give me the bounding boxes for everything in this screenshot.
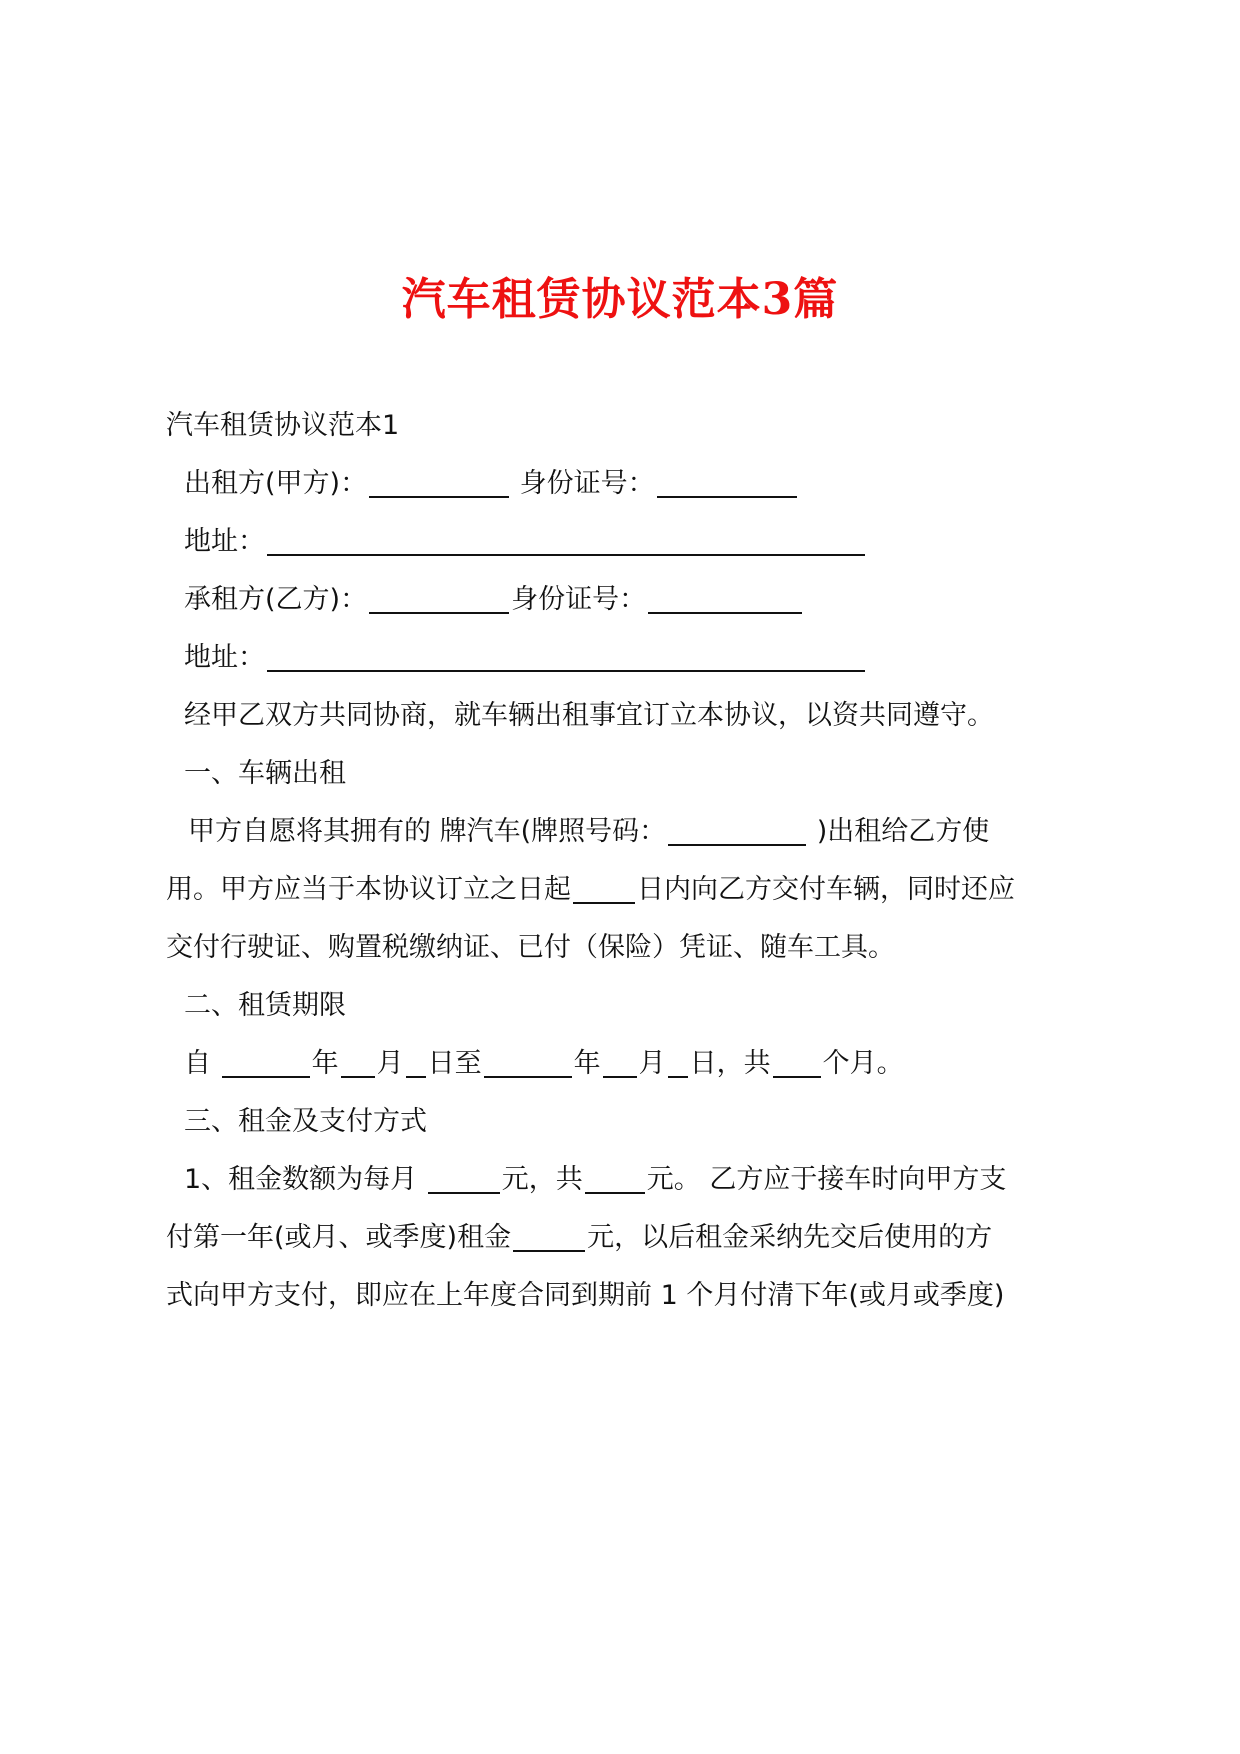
lessee-address-line <box>184 638 867 678</box>
lessor-address-line <box>184 522 867 562</box>
end-day-blank <box>668 1046 688 1078</box>
clause1-line2-text-a: 用。甲方应当于本协议订立之日起 <box>166 874 571 905</box>
start-year-blank <box>222 1046 310 1078</box>
clause1-line3: 交付行驶证、购置税缴纳证、已付（保险）凭证、随车工具。 <box>166 932 895 963</box>
lessee-address-label: 地址： <box>184 642 265 673</box>
clause3-line2 <box>166 1218 992 1258</box>
clause1-line1-text-b: )出租给乙方使 <box>816 816 990 847</box>
clause3-line3: 式向甲方支付，即应在上年度合同到期前 1 个月付清下年(或月或季度) <box>166 1280 1005 1311</box>
end-year-label: 年 <box>573 1048 601 1079</box>
lessor-name-blank <box>369 466 509 498</box>
lessee-address-blank <box>267 640 865 672</box>
monthly-rent-blank <box>428 1162 500 1194</box>
intro-paragraph: 经甲乙双方共同协商，就车辆出租事宜订立本协议，以资共同遵守。 <box>184 700 994 731</box>
lessor-label: 出租方(甲方)： <box>184 468 368 499</box>
clause1-line2 <box>166 870 1015 910</box>
section-heading: 汽车租赁协议范本1 <box>166 410 400 441</box>
start-year-label: 年 <box>311 1048 339 1079</box>
lease-period-line <box>184 1044 904 1084</box>
total-rent-blank <box>585 1162 645 1194</box>
lessor-id-blank <box>657 466 797 498</box>
clause1-line1 <box>188 812 989 852</box>
clause3-line2-text-b: 元，以后租金采纳先交后使用的方 <box>587 1222 993 1253</box>
clause3-line1-text-b: 元，共 <box>501 1164 583 1195</box>
period-from-label: 自 <box>184 1048 211 1079</box>
lessor-id-label: 身份证号： <box>519 468 655 499</box>
clause3-line1-text-a: 1、租金数额为每月 <box>184 1164 418 1195</box>
clause3-heading: 三、租金及支付方式 <box>184 1106 427 1137</box>
lessee-id-label: 身份证号： <box>511 584 647 615</box>
end-month-label: 月 <box>638 1048 666 1079</box>
total-months-label: 个月。 <box>822 1048 904 1079</box>
end-month-blank <box>603 1046 637 1078</box>
clause1-line2-text-b: 日内向乙方交付车辆，同时还应 <box>637 874 1015 905</box>
plate-number-blank <box>668 814 806 846</box>
end-year-blank <box>484 1046 572 1078</box>
clause1-line1-text-a: 甲方自愿将其拥有的 牌汽车(牌照号码： <box>188 816 667 847</box>
lessor-address-blank <box>267 524 865 556</box>
clause2-heading: 二、租赁期限 <box>184 990 346 1021</box>
lessee-line <box>184 580 804 620</box>
start-month-blank <box>341 1046 375 1078</box>
start-month-label: 月 <box>376 1048 404 1079</box>
delivery-days-blank <box>573 872 635 904</box>
end-day-label: 日，共 <box>689 1048 771 1079</box>
clause1-heading: 一、车辆出租 <box>184 758 346 789</box>
clause3-line2-text-a: 付第一年(或月、或季度)租金 <box>166 1222 512 1253</box>
clause3-line1-text-c: 元。 乙方应于接车时向甲方支 <box>646 1164 1007 1195</box>
lessee-id-blank <box>648 582 802 614</box>
first-rent-blank <box>513 1220 585 1252</box>
clause3-line1 <box>184 1160 1006 1200</box>
document-title: 汽车租赁协议范本3篇 <box>401 274 839 325</box>
lessee-label: 承租方(乙方)： <box>184 584 368 615</box>
lessor-address-label: 地址： <box>184 526 265 557</box>
start-day-blank <box>406 1046 426 1078</box>
total-months-blank <box>773 1046 821 1078</box>
start-day-label: 日至 <box>427 1048 482 1079</box>
lessor-line <box>184 464 799 504</box>
lessee-name-blank <box>369 582 509 614</box>
